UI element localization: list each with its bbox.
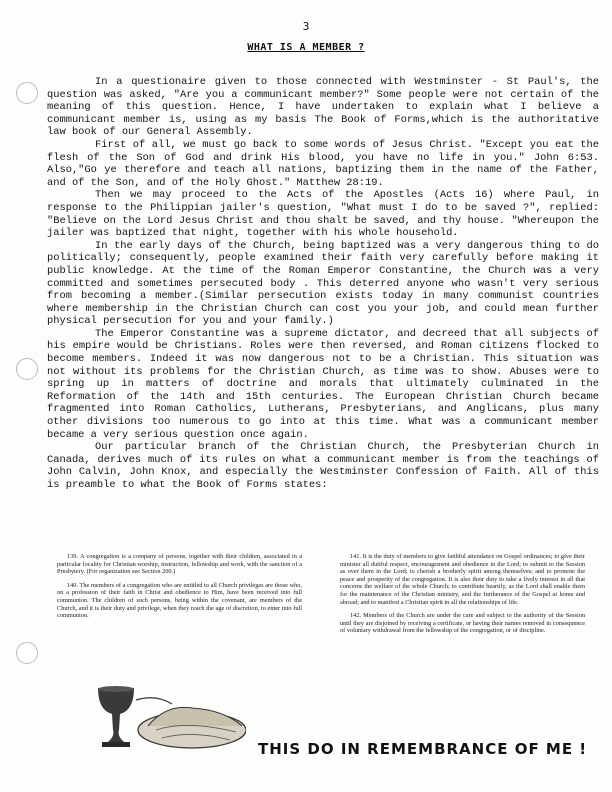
- book-of-forms-left-column: [57, 553, 302, 626]
- page-title: WHAT IS A MEMBER ?: [247, 42, 365, 53]
- communion-chalice-bread-illustration: [96, 680, 246, 755]
- paragraph: In the early days of the Church, being baptized was a very dangerous thing to do politically; consequently, people examined their faith very carefully before making it public knowledge. At the time of the Roman Emperor Constantine, the Church was a very committed and sometimes persecuted body . This deterred anyone who wasn't very serious from becoming a member.(Similar persecution exists today in many communist countries where membership in the Christian Church can cost you your job, and could mean further physical persecution for you and your family.): [47, 239, 599, 328]
- chalice-icon: [98, 688, 134, 742]
- paragraph: First of all, we must go back to some words of Jesus Christ. "Except you eat the flesh of the Son of God and drink His blood, you have no life in you." John 6:53. Also,"Go ye therefore and teach all nations, baptizing them in the name of the Father, and of the Son, and of the Holy Ghost." Matthew 28:19.: [47, 138, 599, 189]
- page-number: 3: [302, 20, 310, 33]
- punch-hole: [16, 358, 38, 380]
- forms-section: 140. The members of a congregation who are entitled to all Church privileges are those who, on a profession of their faith in Christ and obedience to Him, have been received into full communion. The children of such persons, being within the covenant, are members of the Church, and it is their duty and privilege, when they reach the age of discretion, to enter into full communion.: [57, 581, 302, 620]
- paragraph: Our particular branch of the Christian Church, the Presbyterian Church in Canada, derives much of its rules on what a communicant member is from the teachings of John Calvin, John Knox, and especially the Westminster Confession of Faith. All of this is preamble to what the Book of Forms states:: [47, 441, 599, 491]
- forms-section: 139. A congregation is a company of persons, together with their children, associated in a particular locality for Christian worship, instruction, fellowship and work, with the sanction of a Presbytery. (For organization see Section 200.): [57, 553, 302, 576]
- punch-hole: [16, 82, 38, 104]
- punch-hole: [16, 642, 38, 664]
- book-of-forms-right-column: [340, 553, 585, 641]
- paragraph: The Emperor Constantine was a supreme dictator, and decreed that all subjects of his empire would be Christians. Roles were then reversed, and Roman citizens flocked to become members. Indeed it was now dangerous not to be a Christian. This situation was not without its problems for the Christian Church, as time was to show. Abuses were to spring up in matters of doctrine and morals that ultimately culminated in the Reformation of the 14th and 15th centuries. The European Christian Church became fragmented into Roman Catholics, Lutherans, Presbyterians, and Anglicans, plus many other divisions too numerous to go into at this time. What was a communicant member became a very serious question once again.: [47, 327, 599, 441]
- paragraph: In a questionaire given to those connected with Westminster - St Paul's, the question was asked, "Are you a communicant member?" Some people were not certain of the meaning of this question. Hence, I have undertaken to explain what I believe a communicant member is, using as my basis The Book of Forms,which is the authoritative law book of our General Assembly.: [47, 76, 599, 139]
- forms-section: 142. Members of the Church are under the care and subject to the authority of the Session until they are disjoined by receiving a certificate, or having their names removed in consequence of voluntary withdrawal from the fellowship of the congregation, or of discipline.: [340, 612, 585, 635]
- slogan-text: THIS DO IN REMEMBRANCE OF ME !: [258, 740, 588, 758]
- forms-section: 141. It is the duty of members to give faithful attendance on Gospel ordinances; to give their minister all dutiful respect, encouragement and obedience in the Lord; to submit to the Session as over them in the Lord; to cherish a brotherly spirit among themselves; and to promote the peace and prosperity of the congregation. It is also their duty to take a lively interest in all that concerns the welfare of the whole Church; to contribute heartily, as the Lord shall enable them for the maintenance of the Christian ministry, and the furtherance of the Gospel at home and abroad; and to manifest a Christian spirit in all the relationships of life.: [340, 553, 585, 606]
- article-body: [47, 76, 599, 492]
- paragraph: Then we may proceed to the Acts of the Apostles (Acts 16) where Paul, in response to the Philippian jailer's question, "What must I do to be saved ?", replied: "Believe on the Lord Jesus Christ and thou shalt be saved, and thy house. "Whereupon the jailer was baptized that night, together with his whole household.: [47, 189, 599, 240]
